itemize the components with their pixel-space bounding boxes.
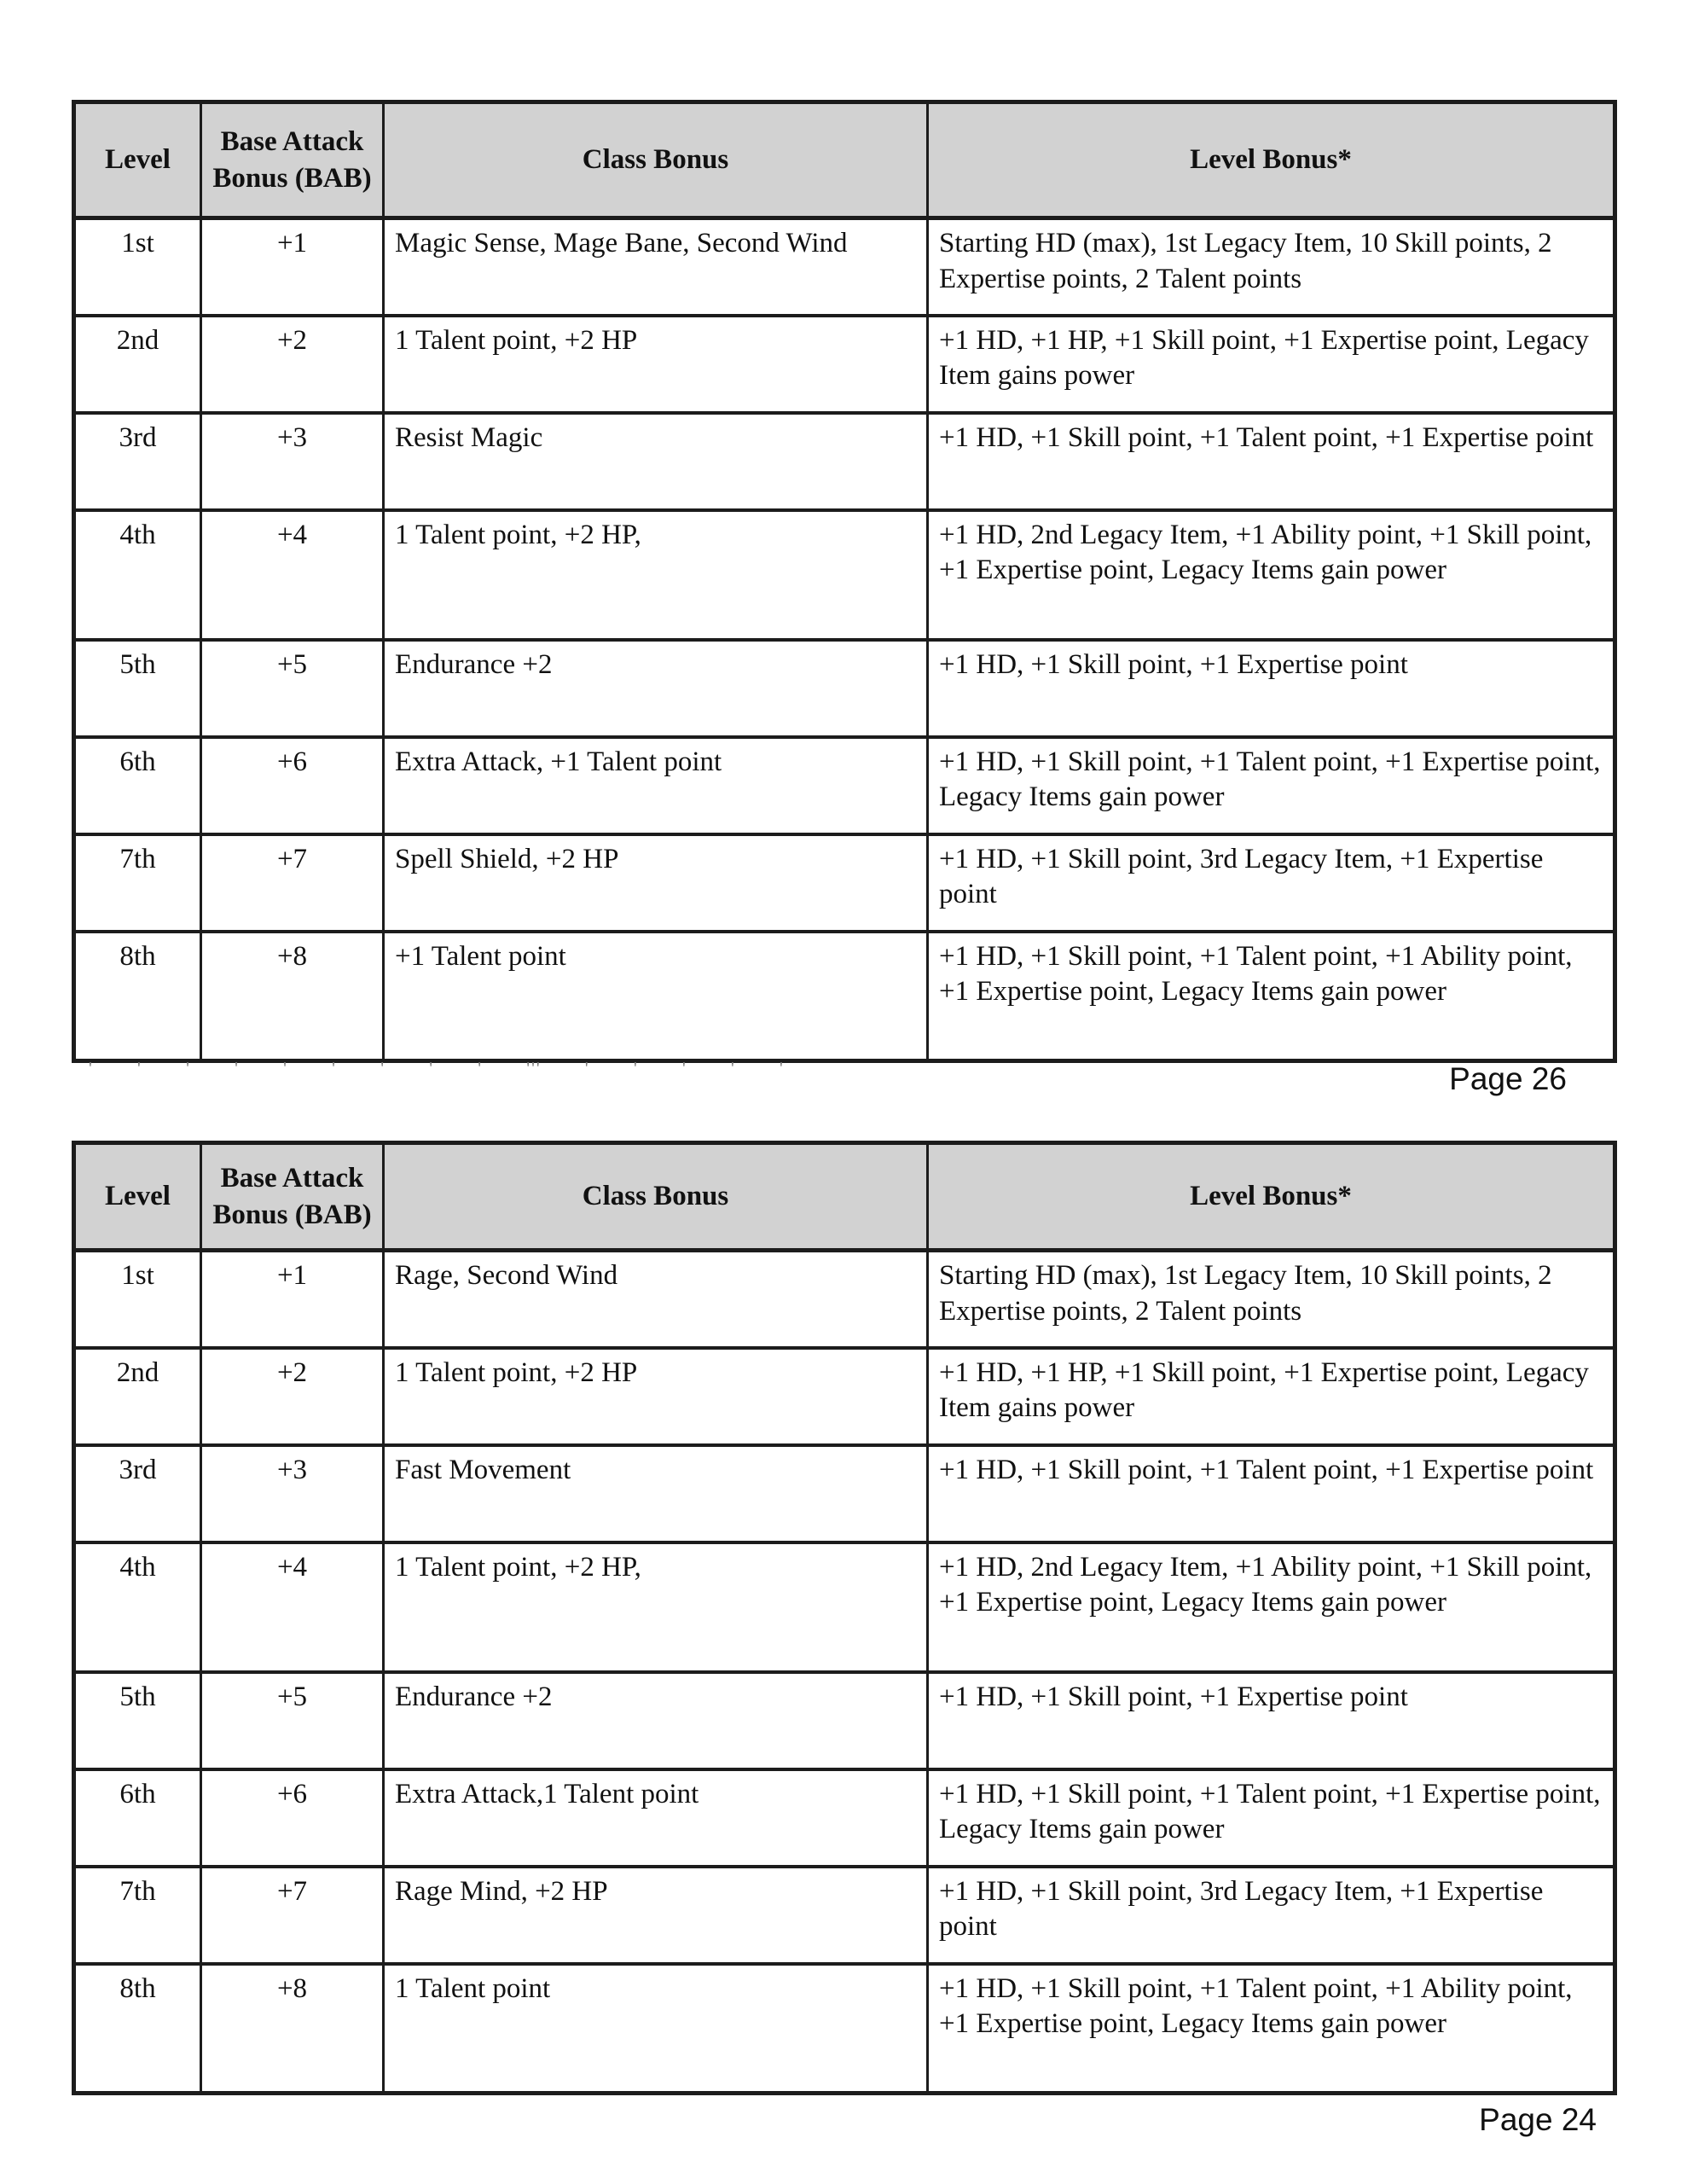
bab-cell: +7 xyxy=(201,834,384,932)
class-bonus-cell: Endurance +2 xyxy=(384,640,928,737)
bab-cell: +2 xyxy=(201,1348,384,1445)
level-bonus-cell: +1 HD, +1 Skill point, +1 Talent point, +1 Expertise point, Legacy Items gain power xyxy=(928,1769,1615,1867)
level-cell: 5th xyxy=(74,1672,201,1769)
table-row xyxy=(74,1445,1615,1542)
page-number-24: Page 24 xyxy=(1479,2102,1597,2137)
class-bonus-cell: 1 Talent point, +2 HP xyxy=(384,1348,928,1445)
bab-cell: +8 xyxy=(201,932,384,1061)
bab-cell: +3 xyxy=(201,1445,384,1542)
level-cell: 1st xyxy=(74,1251,201,1348)
table-row xyxy=(74,1348,1615,1445)
table-row xyxy=(74,316,1615,413)
level-bonus-cell: +1 HD, +1 Skill point, 3rd Legacy Item, +1 Expertise point xyxy=(928,834,1615,932)
table-row xyxy=(74,1769,1615,1867)
bab-cell: +2 xyxy=(201,316,384,413)
level-cell: 4th xyxy=(74,510,201,640)
level-bonus-cell: +1 HD, 2nd Legacy Item, +1 Ability point, +1 Skill point, +1 Expertise point, Legacy Items gain power xyxy=(928,510,1615,640)
class-progression-table-1 xyxy=(72,100,1617,1063)
class-bonus-cell: 1 Talent point, +2 HP xyxy=(384,316,928,413)
class-bonus-cell: Fast Movement xyxy=(384,1445,928,1542)
level-cell: 3rd xyxy=(74,413,201,510)
level-bonus-cell: +1 HD, 2nd Legacy Item, +1 Ability point, +1 Skill point, +1 Expertise point, Legacy Items gain power xyxy=(928,1542,1615,1672)
table-row xyxy=(74,1672,1615,1769)
level-header: Level xyxy=(74,102,201,218)
bab-cell: +6 xyxy=(201,1769,384,1867)
level-bonus-cell: +1 HD, +1 Skill point, +1 Talent point, +1 Ability point, +1 Expertise point, Legacy Items gain power xyxy=(928,1964,1615,2094)
table-row xyxy=(74,834,1615,932)
class-bonus-header: Class Bonus xyxy=(384,1143,928,1251)
table-row xyxy=(74,413,1615,510)
level-bonus-cell: +1 HD, +1 Skill point, +1 Expertise point xyxy=(928,640,1615,737)
level-cell: 2nd xyxy=(74,1348,201,1445)
table-header-row xyxy=(74,102,1615,218)
level-cell: 2nd xyxy=(74,316,201,413)
bab-cell: +7 xyxy=(201,1867,384,1964)
class-bonus-cell: Spell Shield, +2 HP xyxy=(384,834,928,932)
table-row xyxy=(74,932,1615,1061)
level-cell: 3rd xyxy=(74,1445,201,1542)
level-bonus-cell: +1 HD, +1 HP, +1 Skill point, +1 Expertise point, Legacy Item gains power xyxy=(928,316,1615,413)
class-progression-table-2 xyxy=(72,1141,1617,2095)
level-header: Level xyxy=(74,1143,201,1251)
level-cell: 8th xyxy=(74,932,201,1061)
level-bonus-cell: +1 HD, +1 Skill point, 3rd Legacy Item, +1 Expertise point xyxy=(928,1867,1615,1964)
class-bonus-cell: Extra Attack,1 Talent point xyxy=(384,1769,928,1867)
level-bonus-cell: Starting HD (max), 1st Legacy Item, 10 Skill points, 2 Expertise points, 2 Talent points xyxy=(928,1251,1615,1348)
level-bonus-header: Level Bonus* xyxy=(928,1143,1615,1251)
bab-cell: +8 xyxy=(201,1964,384,2094)
clipped-text-line: ' ' ' ' ' ' ' ' ' ''' ' ' ' ' ' xyxy=(89,1058,785,1072)
level-bonus-cell: +1 HD, +1 Skill point, +1 Talent point, +1 Expertise point xyxy=(928,1445,1615,1542)
class-bonus-cell: Rage Mind, +2 HP xyxy=(384,1867,928,1964)
table-row xyxy=(74,218,1615,316)
bab-cell: +5 xyxy=(201,640,384,737)
level-bonus-cell: +1 HD, +1 HP, +1 Skill point, +1 Expertise point, Legacy Item gains power xyxy=(928,1348,1615,1445)
class-bonus-cell: 1 Talent point xyxy=(384,1964,928,2094)
class-bonus-cell: Extra Attack, +1 Talent point xyxy=(384,737,928,834)
bab-cell: +5 xyxy=(201,1672,384,1769)
level-cell: 1st xyxy=(74,218,201,316)
class-bonus-cell: +1 Talent point xyxy=(384,932,928,1061)
page-number-26: Page 26 xyxy=(1449,1061,1567,1096)
level-cell: 4th xyxy=(74,1542,201,1672)
table-row xyxy=(74,737,1615,834)
level-bonus-cell: +1 HD, +1 Skill point, +1 Talent point, +1 Expertise point, Legacy Items gain power xyxy=(928,737,1615,834)
class-bonus-cell: 1 Talent point, +2 HP, xyxy=(384,1542,928,1672)
table-row xyxy=(74,640,1615,737)
bab-cell: +1 xyxy=(201,218,384,316)
table-row xyxy=(74,510,1615,640)
table-row xyxy=(74,1251,1615,1348)
level-bonus-cell: +1 HD, +1 Skill point, +1 Expertise point xyxy=(928,1672,1615,1769)
class-bonus-cell: Resist Magic xyxy=(384,413,928,510)
table-row xyxy=(74,1542,1615,1672)
level-cell: 5th xyxy=(74,640,201,737)
level-cell: 7th xyxy=(74,1867,201,1964)
bab-header: Base Attack Bonus (BAB) xyxy=(201,102,384,218)
class-bonus-cell: 1 Talent point, +2 HP, xyxy=(384,510,928,640)
level-cell: 7th xyxy=(74,834,201,932)
class-bonus-cell: Rage, Second Wind xyxy=(384,1251,928,1348)
level-cell: 6th xyxy=(74,1769,201,1867)
bab-cell: +6 xyxy=(201,737,384,834)
class-bonus-cell: Endurance +2 xyxy=(384,1672,928,1769)
class-bonus-cell: Magic Sense, Mage Bane, Second Wind xyxy=(384,218,928,316)
table-row xyxy=(74,1867,1615,1964)
level-bonus-cell: +1 HD, +1 Skill point, +1 Talent point, +1 Expertise point xyxy=(928,413,1615,510)
bab-cell: +4 xyxy=(201,510,384,640)
table-row xyxy=(74,1964,1615,2094)
level-bonus-cell: +1 HD, +1 Skill point, +1 Talent point, +1 Ability point, +1 Expertise point, Legacy Items gain power xyxy=(928,932,1615,1061)
bab-cell: +3 xyxy=(201,413,384,510)
bab-cell: +1 xyxy=(201,1251,384,1348)
level-cell: 6th xyxy=(74,737,201,834)
level-bonus-cell: Starting HD (max), 1st Legacy Item, 10 Skill points, 2 Expertise points, 2 Talent points xyxy=(928,218,1615,316)
level-cell: 8th xyxy=(74,1964,201,2094)
table-header-row xyxy=(74,1143,1615,1251)
bab-cell: +4 xyxy=(201,1542,384,1672)
level-bonus-header: Level Bonus* xyxy=(928,102,1615,218)
class-bonus-header: Class Bonus xyxy=(384,102,928,218)
bab-header: Base Attack Bonus (BAB) xyxy=(201,1143,384,1251)
